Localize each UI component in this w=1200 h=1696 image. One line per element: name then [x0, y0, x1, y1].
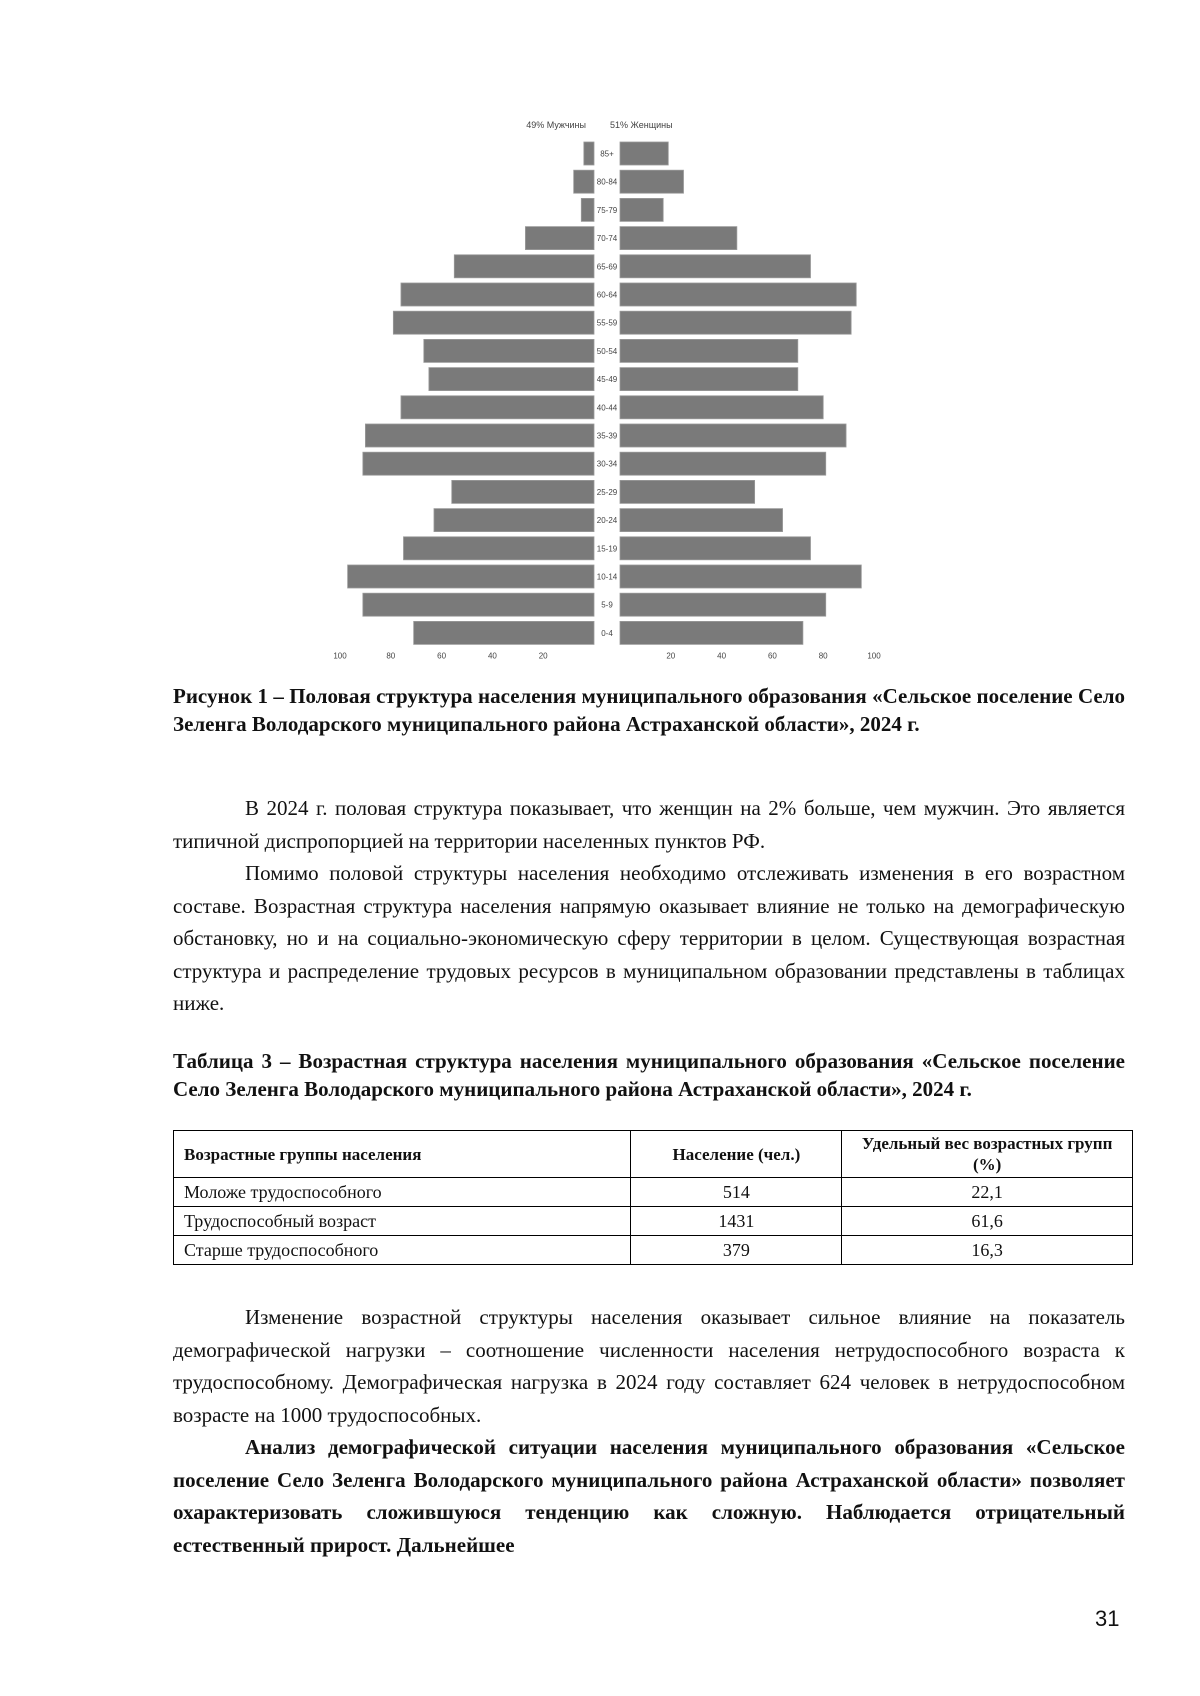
age-label-35-39: 35-39: [596, 431, 618, 441]
age-structure-table: [173, 1130, 1133, 1265]
tick-right-100: 100: [867, 651, 881, 661]
cell-population: 379: [631, 1236, 842, 1265]
header-population: Население (чел.): [631, 1131, 842, 1178]
bar-men-80-84: [574, 170, 594, 193]
bar-women-25-29: [620, 480, 755, 503]
bar-men-85+: [584, 142, 594, 165]
page-number: 31: [1095, 1606, 1120, 1631]
bar-women-20-24: [620, 509, 783, 532]
bar-men-65-69: [454, 255, 594, 278]
table-header-row: [174, 1131, 1133, 1178]
paragraph-3: Изменение возрастной структуры населения оказывает сильное влияние на показатель демографической нагрузки – соотношение численности населения нетрудоспособного возраста к трудоспособному. Демографическая нагрузка в 2024 году составляет 624 человек в нетрудоспособном возрасте на 1000 трудоспособных.: [173, 1305, 1125, 1427]
figure-caption: Рисунок 1 – Половая структура населения муниципального образования «Сельское поселение Село Зеленга Володарского муниципального района Астраханской области», 2024 г.: [173, 684, 1125, 736]
tick-right-40: 40: [717, 651, 727, 661]
bar-men-35-39: [365, 424, 594, 447]
population-pyramid-chart: [330, 112, 950, 677]
tick-left-80: 80: [386, 651, 396, 661]
bar-men-75-79: [581, 198, 594, 221]
bar-men-40-44: [401, 396, 594, 419]
tick-right-80: 80: [818, 651, 828, 661]
bar-men-10-14: [348, 565, 594, 588]
bar-women-55-59: [620, 311, 851, 334]
bar-women-45-49: [620, 368, 798, 391]
table-row: [174, 1236, 1133, 1265]
bar-men-20-24: [434, 509, 594, 532]
age-label-0-4: 0-4: [601, 628, 613, 638]
cell-share: 61,6: [842, 1207, 1133, 1236]
age-label-50-54: 50-54: [596, 346, 618, 356]
age-label-70-74: 70-74: [596, 234, 618, 244]
bar-men-60-64: [401, 283, 594, 306]
header-share: Удельный вес возрастных групп (%): [842, 1131, 1133, 1178]
age-label-65-69: 65-69: [596, 262, 618, 272]
bar-men-15-19: [404, 537, 595, 560]
bar-women-60-64: [620, 283, 856, 306]
age-label-5-9: 5-9: [601, 600, 613, 610]
bar-men-50-54: [424, 339, 594, 362]
tick-left-40: 40: [487, 651, 497, 661]
bar-women-65-69: [620, 255, 811, 278]
legend-women: 51% Женщины: [610, 120, 673, 130]
age-label-60-64: 60-64: [596, 290, 618, 300]
age-label-40-44: 40-44: [596, 403, 618, 413]
cell-group: Моложе трудоспособного: [174, 1178, 631, 1207]
paragraph-4: Анализ демографической ситуации населения муниципального образования «Сельское поселение Село Зеленга Володарского муниципального района Астраханской области» позволяет охарактеризовать сложившуюся тенденцию как сложную. Наблюдается отрицательный естественный прирост. Дальнейшее: [173, 1435, 1125, 1557]
age-label-45-49: 45-49: [596, 375, 618, 385]
bar-women-85+: [620, 142, 668, 165]
table-row: [174, 1178, 1133, 1207]
bar-men-70-74: [525, 227, 594, 250]
bar-men-55-59: [393, 311, 594, 334]
bar-women-15-19: [620, 537, 811, 560]
bar-women-80-84: [620, 170, 684, 193]
tick-right-60: 60: [767, 651, 777, 661]
tick-right-20: 20: [666, 651, 676, 661]
cell-share: 22,1: [842, 1178, 1133, 1207]
header-age-groups: Возрастные группы населения: [174, 1131, 631, 1178]
bar-men-0-4: [414, 621, 594, 644]
cell-population: 1431: [631, 1207, 842, 1236]
bar-women-50-54: [620, 339, 798, 362]
bar-men-25-29: [452, 480, 594, 503]
age-label-55-59: 55-59: [596, 318, 618, 328]
bar-women-75-79: [620, 198, 663, 221]
paragraph-1: В 2024 г. половая структура показывает, что женщин на 2% больше, чем мужчин. Это является типичной диспропорцией на территории населенных пунктов РФ.: [173, 796, 1125, 853]
cell-share: 16,3: [842, 1236, 1133, 1265]
cell-group: Трудоспособный возраст: [174, 1207, 631, 1236]
age-label-20-24: 20-24: [596, 516, 618, 526]
age-label-30-34: 30-34: [596, 459, 618, 469]
bar-women-0-4: [620, 621, 803, 644]
table-caption: Таблица 3 – Возрастная структура населения муниципального образования «Сельское поселение Село Зеленга Володарского муниципального района Астраханской области», 2024 г.: [173, 1049, 1125, 1101]
paragraph-2: Помимо половой структуры населения необходимо отслеживать изменения в его возрастном составе. Возрастная структура населения напрямую оказывает влияние не только на демографическую обстановку, но и на социально-экономическую сферу территории в целом. Существующая возрастная структура и распределение трудовых ресурсов в муниципальном образовании представлены в таблицах ниже.: [173, 861, 1125, 1015]
age-label-25-29: 25-29: [596, 487, 618, 497]
age-label-85+: 85+: [600, 149, 614, 159]
age-label-15-19: 15-19: [596, 544, 618, 554]
bar-women-70-74: [620, 227, 737, 250]
bar-men-5-9: [363, 593, 594, 616]
tick-left-20: 20: [538, 651, 548, 661]
legend-men: 49% Мужчины: [526, 120, 586, 130]
tick-left-100: 100: [333, 651, 347, 661]
bar-women-30-34: [620, 452, 826, 475]
age-label-75-79: 75-79: [596, 205, 618, 215]
bar-women-40-44: [620, 396, 823, 419]
bar-men-30-34: [363, 452, 594, 475]
cell-group: Старше трудоспособного: [174, 1236, 631, 1265]
tick-left-60: 60: [437, 651, 447, 661]
cell-population: 514: [631, 1178, 842, 1207]
table-row: [174, 1207, 1133, 1236]
bar-women-10-14: [620, 565, 861, 588]
bar-men-45-49: [429, 368, 594, 391]
age-label-80-84: 80-84: [596, 177, 618, 187]
bar-women-35-39: [620, 424, 846, 447]
age-label-10-14: 10-14: [596, 572, 618, 582]
bar-women-5-9: [620, 593, 826, 616]
